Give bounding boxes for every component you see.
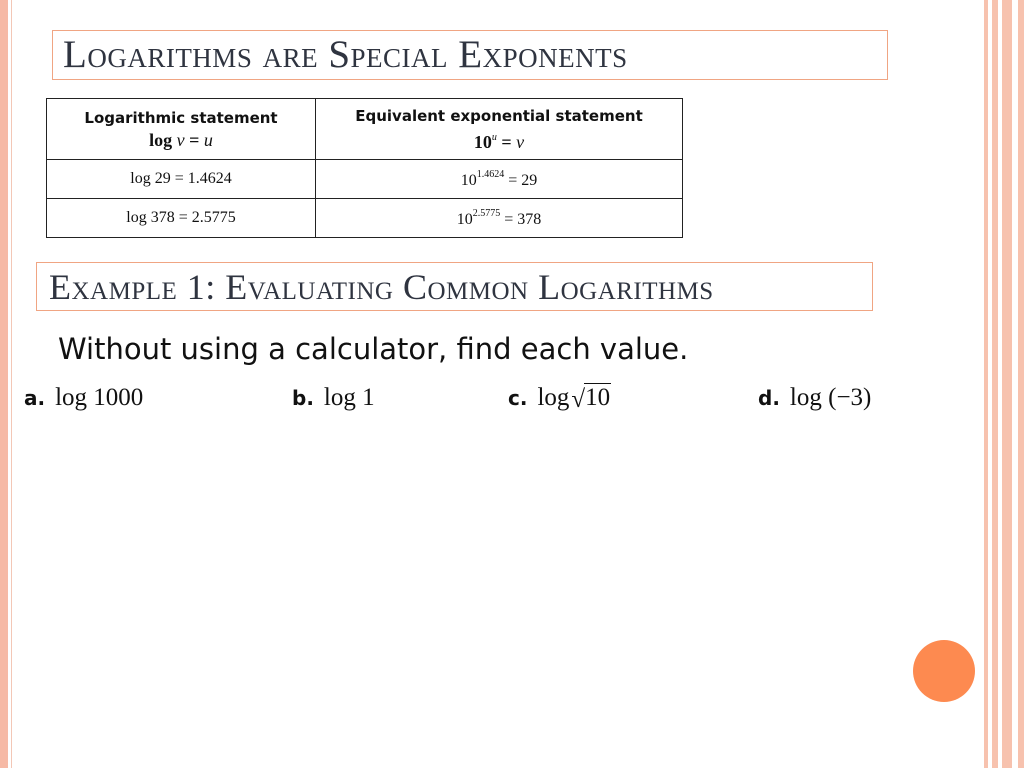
sqrt-symbol: √: [571, 386, 586, 413]
slide-accent-circle: [913, 640, 975, 702]
exp-cell: $10^{1.4624} = 29$: [316, 160, 683, 199]
header-log-formula: log v = u: [149, 130, 213, 150]
part-c: c. log√10: [508, 384, 611, 413]
part-a: a. log 1000: [24, 384, 144, 411]
part-d: d. log (−3): [758, 384, 872, 411]
left-decorative-rule: [0, 0, 8, 768]
example-title: Example 1: Evaluating Common Logarithms: [36, 262, 873, 311]
table-row: [47, 160, 683, 199]
log-cell: log 378 = 2.5775: [47, 199, 316, 238]
header-log-statement: Logarithmic statement log v = u: [47, 99, 316, 160]
table-row: [47, 199, 683, 238]
log-exponent-table: [46, 98, 683, 238]
header-exp-formula: $10^u = v$: [473, 132, 525, 152]
right-decorative-stripes: [978, 0, 1024, 768]
slide-title: Logarithms are Special Exponents: [52, 30, 888, 80]
part-b: b. log 1: [292, 384, 375, 411]
example-instruction: Without using a calculator, find each value.: [58, 332, 689, 366]
header-exp-statement: Equivalent exponential statement $10^u = v$: [316, 99, 683, 160]
exp-cell: $10^{2.5775} = 378$: [316, 199, 683, 238]
table-header-row: [47, 99, 683, 160]
log-cell: log 29 = 1.4624: [47, 160, 316, 199]
